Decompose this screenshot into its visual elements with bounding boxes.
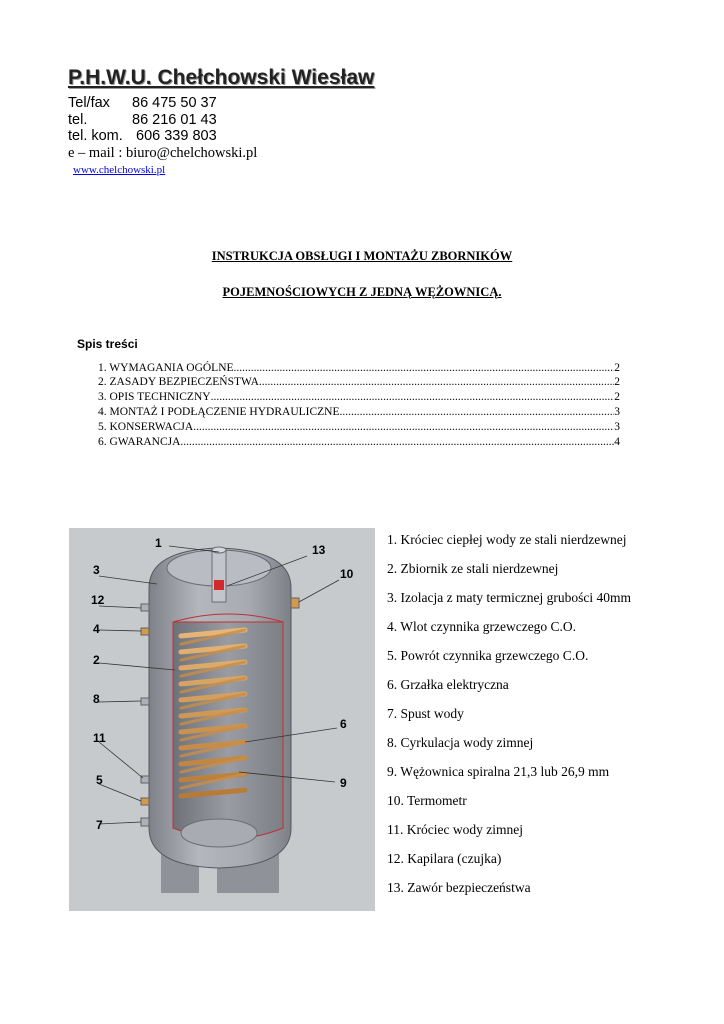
toc-item-label: 1. WYMAGANIA OGÓLNE <box>98 362 234 374</box>
toc-item-page: 4 <box>614 436 620 448</box>
toc-item-page: 3 <box>614 421 620 433</box>
connector <box>141 698 149 705</box>
callout-5: 5 <box>96 773 103 787</box>
contact-row-telfax <box>68 95 217 112</box>
thermometer-port <box>291 598 299 608</box>
legend-item: 6. Grzałka elektryczna <box>387 677 509 692</box>
toc-item-label: 2. ZASADY BEZPIECZEŃSTWA <box>98 376 259 388</box>
callout-12: 12 <box>91 593 105 607</box>
toc-item-page: 3 <box>614 406 620 418</box>
toc-item[interactable] <box>98 361 620 375</box>
toc-item-label: 4. MONTAŻ I PODŁĄCZENIE HYDRAULICZNE <box>98 406 340 418</box>
toc-item-page: 2 <box>614 391 620 403</box>
legend-item: 2. Zbiornik ze stali nierdzewnej <box>387 561 559 576</box>
toc-item[interactable] <box>98 435 620 449</box>
tank-illustration <box>69 528 375 911</box>
callout-11: 11 <box>93 731 106 745</box>
toc-item-label: 6. GWARANCJA <box>98 436 181 448</box>
legend-item: 9. Wężownica spiralna 21,3 lub 26,9 mm <box>387 764 610 779</box>
callout-4: 4 <box>93 622 100 636</box>
toc-leader-dots <box>259 375 614 389</box>
toc-leader-dots <box>340 405 615 419</box>
toc-leader-dots <box>211 390 615 404</box>
callout-7: 7 <box>96 818 103 832</box>
company-name: P.H.W.U. Chełchowski Wiesław <box>68 66 375 89</box>
legend-item: 8. Cyrkulacja wody zimnej <box>387 735 534 750</box>
contact-value: 86 216 01 43 <box>132 112 217 128</box>
callout-13: 13 <box>312 543 326 557</box>
callout-2: 2 <box>93 653 100 667</box>
toc-item-label: 3. OPIS TECHNICZNY <box>98 391 211 403</box>
website-link[interactable]: www.chelchowski.pl <box>73 164 166 176</box>
toc-item[interactable] <box>98 375 620 389</box>
connector <box>141 818 149 826</box>
toc-item-page: 2 <box>614 362 620 374</box>
toc-item-page: 2 <box>614 376 620 388</box>
legend-item: 10. Termometr <box>387 793 467 808</box>
safety-valve <box>214 580 224 590</box>
contact-row-tel <box>68 112 217 129</box>
contact-label: tel. kom. <box>68 128 123 144</box>
legend-item: 13. Zawór bezpieczeństwa <box>387 880 531 895</box>
contact-row-mobile <box>68 128 217 145</box>
pipe-top <box>212 547 226 553</box>
callout-6: 6 <box>340 717 347 731</box>
legend-item: 1. Króciec ciepłej wody ze stali nierdzewnej <box>387 532 627 547</box>
callout-8: 8 <box>93 692 100 706</box>
tank-bottom <box>181 819 257 847</box>
toc-item[interactable] <box>98 420 620 434</box>
legend-item: 12. Kapilara (czujka) <box>387 851 502 866</box>
toc-item-label: 5. KONSERWACJA <box>98 421 194 433</box>
legend-item: 3. Izolacja z maty termicznej grubości 40mm <box>387 590 632 605</box>
toc-leader-dots <box>234 361 615 375</box>
legend-item: 5. Powrót czynnika grzewczego C.O. <box>387 648 589 663</box>
callout-1: 1 <box>155 536 162 550</box>
connector <box>141 628 149 635</box>
leg-gap <box>199 866 217 893</box>
toc-leader-dots <box>180 435 614 449</box>
contact-label: tel. <box>68 112 88 128</box>
legend-item: 7. Spust wody <box>387 706 464 721</box>
contact-label: Tel/fax <box>68 95 110 111</box>
callout-9: 9 <box>340 776 347 790</box>
connector <box>141 604 149 611</box>
tank-diagram <box>69 528 375 911</box>
contact-value: 606 339 803 <box>136 128 217 144</box>
callout-10: 10 <box>340 567 354 581</box>
document-title-line-2: POJEMNOŚCIOWYCH Z JEDNĄ WĘŻOWNICĄ. <box>222 285 502 299</box>
callout-3: 3 <box>93 563 100 577</box>
connector <box>141 798 149 805</box>
hot-water-pipe <box>212 550 226 602</box>
legend-item: 11. Króciec wody zimnej <box>387 822 523 837</box>
toc-item[interactable] <box>98 390 620 404</box>
toc-item[interactable] <box>98 405 620 419</box>
email-line: e – mail : biuro@chelchowski.pl <box>68 145 258 161</box>
legend-item: 4. Wlot czynnika grzewczego C.O. <box>387 619 577 634</box>
toc-heading: Spis treści <box>77 337 138 351</box>
toc-leader-dots <box>193 420 614 434</box>
document-title-line-1: INSTRUKCJA OBSŁUGI I MONTAŻU ZBORNIKÓW <box>211 249 513 263</box>
contact-value: 86 475 50 37 <box>132 95 217 111</box>
